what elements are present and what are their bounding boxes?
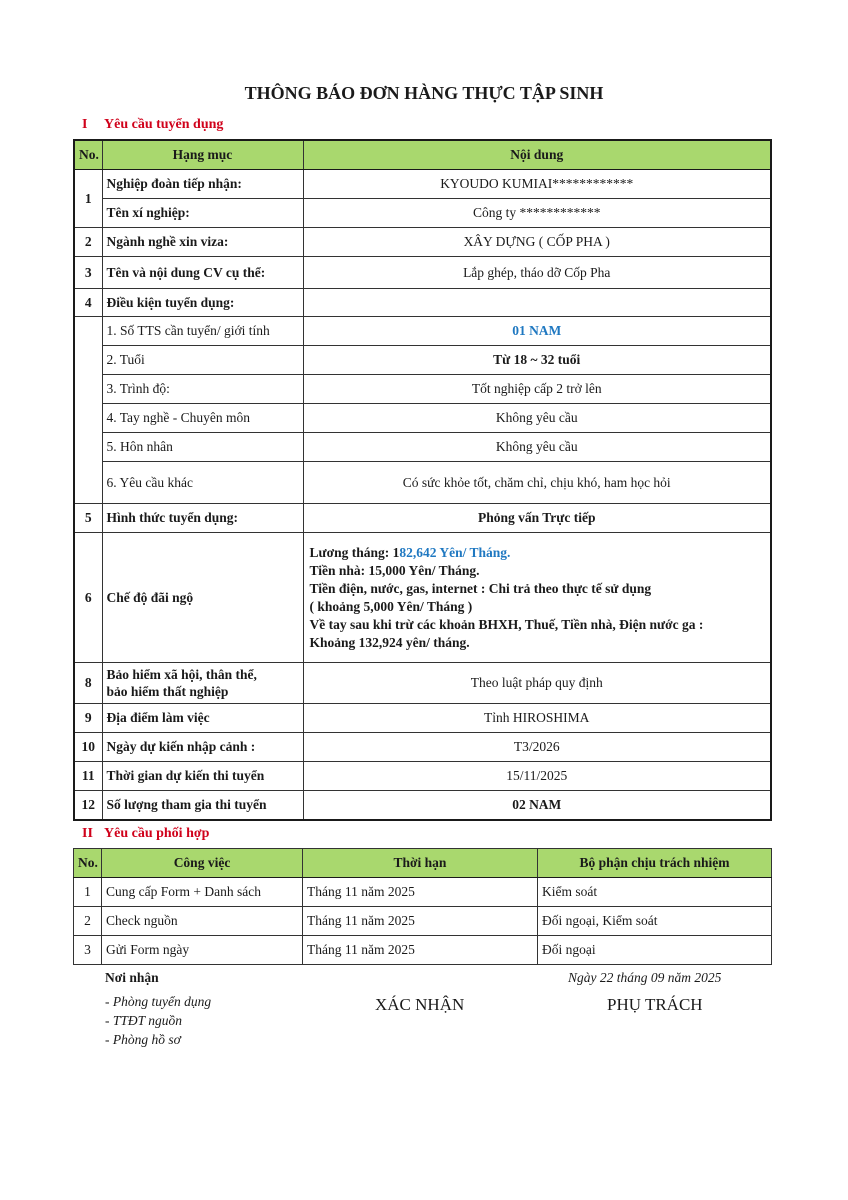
sub-row <box>74 375 771 404</box>
confirm-signature-label: XÁC NHẬN <box>375 995 465 1014</box>
benefits-content <box>303 533 771 663</box>
header-content: Nội dung <box>303 140 771 170</box>
document-title: THÔNG BÁO ĐƠN HÀNG THỰC TẬP SINH <box>244 83 604 103</box>
recruitment-requirements-table <box>73 139 772 821</box>
row-value: Lắp ghép, tháo dỡ Cốp Pha <box>303 257 771 289</box>
table-row <box>74 170 771 199</box>
table-header-row <box>74 140 771 170</box>
row-label: Tên xí nghiệp: <box>102 199 303 228</box>
header-deadline: Thời hạn <box>303 849 538 878</box>
section-1-number: I <box>82 117 88 132</box>
row-number: 8 <box>74 663 102 704</box>
row-number: 9 <box>74 704 102 733</box>
row-label: Chế độ đãi ngộ <box>102 533 303 663</box>
table-row <box>74 199 771 228</box>
sub-value: Có sức khỏe tốt, chăm chỉ, chịu khó, ham học hỏi <box>303 462 771 504</box>
row-number: 3 <box>74 257 102 289</box>
row-value-empty <box>303 289 771 317</box>
deadline-cell: Tháng 11 năm 2025 <box>303 907 538 936</box>
row-number: 2 <box>74 228 102 257</box>
header-task: Công việc <box>102 849 303 878</box>
row-label: Địa điểm làm việc <box>102 704 303 733</box>
row-number: 1 <box>74 170 102 228</box>
sub-row <box>74 346 771 375</box>
table-row <box>74 936 772 965</box>
deadline-cell: Tháng 11 năm 2025 <box>303 936 538 965</box>
row-number-empty <box>74 317 102 504</box>
sub-label: 4. Tay nghề - Chuyên môn <box>102 404 303 433</box>
row-value: XÂY DỰNG ( CỐP PHA ) <box>303 228 771 257</box>
section-2-label: Yêu cầu phối hợp <box>104 826 210 841</box>
sub-row <box>74 317 771 346</box>
row-number: 5 <box>74 504 102 533</box>
deadline-cell: Tháng 11 năm 2025 <box>303 878 538 907</box>
table-row-benefits <box>74 533 771 663</box>
row-label: Điều kiện tuyển dụng: <box>102 289 303 317</box>
row-value: Công ty ************ <box>303 199 771 228</box>
header-no: No. <box>74 849 102 878</box>
table-row <box>74 257 771 289</box>
header-item: Hạng mục <box>102 140 303 170</box>
row-label: Số lượng tham gia thi tuyển <box>102 791 303 820</box>
sub-value: Từ 18 ~ 32 tuổi <box>303 346 771 375</box>
row-value: Tỉnh HIROSHIMA <box>303 704 771 733</box>
row-label: Nghiệp đoàn tiếp nhận: <box>102 170 303 199</box>
row-number: 1 <box>74 878 102 907</box>
recipients-label: Nơi nhận <box>105 970 159 985</box>
task-cell: Gửi Form ngày <box>102 936 303 965</box>
row-value: T3/2026 <box>303 733 771 762</box>
row-value: Theo luật pháp quy định <box>303 663 771 704</box>
coordination-table <box>73 848 772 965</box>
row-value: Phỏng vấn Trực tiếp <box>303 504 771 533</box>
table-row <box>74 704 771 733</box>
row-number: 4 <box>74 289 102 317</box>
recipient-item: - Phòng tuyển dụng <box>105 994 212 1009</box>
sub-label: 6. Yêu cầu khác <box>102 462 303 504</box>
section-2-number: II <box>82 826 93 841</box>
salary-prefix: Lương tháng: 1 <box>309 544 400 560</box>
table-row <box>74 762 771 791</box>
row-label <box>102 663 303 704</box>
sub-label: 2. Tuổi <box>102 346 303 375</box>
table-row <box>74 663 771 704</box>
row-number: 3 <box>74 936 102 965</box>
header-no: No. <box>74 140 102 170</box>
sub-label: 5. Hôn nhân <box>102 433 303 462</box>
sub-row <box>74 462 771 504</box>
recipient-item: - TTĐT nguồn <box>105 1013 183 1028</box>
row-number: 10 <box>74 733 102 762</box>
table-row <box>74 878 772 907</box>
row-label: Ngành nghề xin viza: <box>102 228 303 257</box>
housing-line: Tiền nhà: 15,000 Yên/ Tháng. <box>309 562 480 578</box>
document-date: Ngày 22 tháng 09 năm 2025 <box>568 970 722 985</box>
sub-row <box>74 433 771 462</box>
section-2-title <box>82 826 209 842</box>
table-row <box>74 289 771 317</box>
row-value: KYOUDO KUMIAI************ <box>303 170 771 199</box>
department-cell: Kiểm soát <box>538 878 772 907</box>
sub-value: Tốt nghiệp cấp 2 trở lên <box>303 375 771 404</box>
in-charge-signature-label: PHỤ TRÁCH <box>607 995 703 1014</box>
section-1-title <box>82 117 223 133</box>
net-pay-line: Về tay sau khi trừ các khoản BHXH, Thuế, Tiền nhà, Điện nước ga : <box>309 616 704 632</box>
task-cell: Cung cấp Form + Danh sách <box>102 878 303 907</box>
recipient-item: - Phòng hồ sơ <box>105 1032 181 1047</box>
section-1-label: Yêu cầu tuyển dụng <box>104 117 224 132</box>
table-row <box>74 791 771 820</box>
task-cell: Check nguồn <box>102 907 303 936</box>
row-label: Ngày dự kiến nhập cảnh : <box>102 733 303 762</box>
table-row <box>74 504 771 533</box>
row-label-line-2: bảo hiểm thất nghiệp <box>106 684 229 699</box>
row-label: Thời gian dự kiến thi tuyển <box>102 762 303 791</box>
table-header-row <box>74 849 772 878</box>
salary-amount: 82,642 Yên/ Tháng. <box>399 544 511 560</box>
department-cell: Đối ngoại <box>538 936 772 965</box>
utilities-line: Tiền điện, nước, gas, internet : Chi trả theo thực tế sử dụng <box>309 580 652 596</box>
row-label: Tên và nội dung CV cụ thể: <box>102 257 303 289</box>
row-value: 02 NAM <box>303 791 771 820</box>
recipients-block <box>105 970 211 1049</box>
row-value: 15/11/2025 <box>303 762 771 791</box>
row-number: 2 <box>74 907 102 936</box>
row-number: 6 <box>74 533 102 663</box>
row-label-line-1: Bảo hiểm xã hội, thân thể, <box>106 667 257 682</box>
sub-label: 3. Trình độ: <box>102 375 303 404</box>
header-department: Bộ phận chịu trách nhiệm <box>538 849 772 878</box>
net-pay-amount-line: Khoảng 132,924 yên/ tháng. <box>309 634 470 650</box>
sub-value: Không yêu cầu <box>303 433 771 462</box>
sub-value: Không yêu cầu <box>303 404 771 433</box>
row-number: 12 <box>74 791 102 820</box>
salary-line <box>310 544 765 562</box>
table-row <box>74 733 771 762</box>
sub-value: 01 NAM <box>303 317 771 346</box>
table-row <box>74 228 771 257</box>
sub-row <box>74 404 771 433</box>
row-number: 11 <box>74 762 102 791</box>
sub-label: 1. Số TTS cần tuyển/ giới tính <box>102 317 303 346</box>
utilities-estimate-line: ( khoảng 5,000 Yên/ Tháng ) <box>309 598 473 614</box>
row-label: Hình thức tuyển dụng: <box>102 504 303 533</box>
department-cell: Đối ngoại, Kiểm soát <box>538 907 772 936</box>
table-row <box>74 907 772 936</box>
